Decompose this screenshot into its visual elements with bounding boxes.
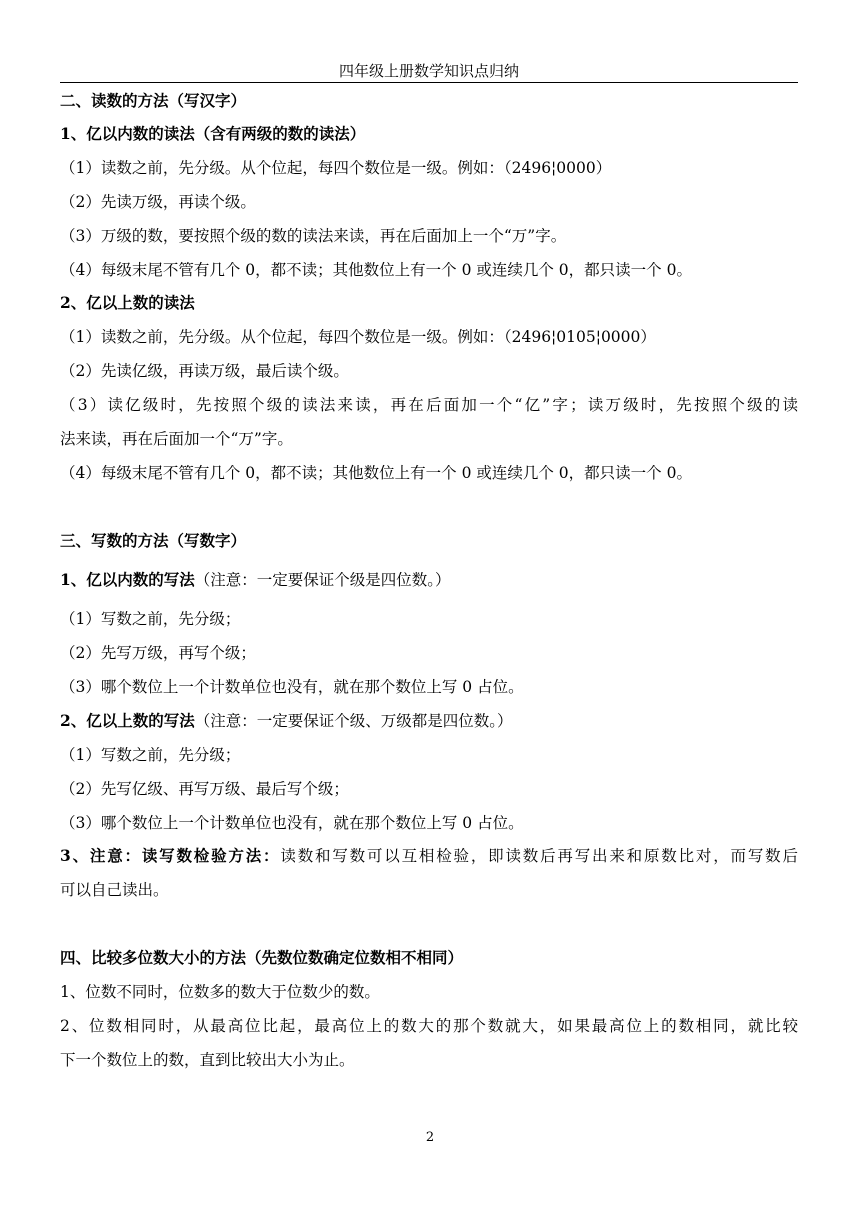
section-heading-comparing: 四、比较多位数大小的方法（先数位数确定位数相不相同） [60,948,464,967]
subheading-note: （注意：一定要保证个级是四位数。） [194,571,451,589]
page-header: 四年级上册数学知识点归纳 [338,62,519,80]
list-item-continuation: 下一个数位上的数，直到比较出大小为止。 [60,1051,355,1069]
header-rule [60,82,798,83]
check-method-paragraph [60,846,798,866]
check-method-label: 3、注意：读写数检验方法： [60,846,281,865]
list-item: （2）先写万级，再写个级； [60,644,256,662]
list-item: （1）写数之前，先分级； [60,610,241,628]
list-item: （2）先写亿级、再写万级、最后写个级； [60,780,349,798]
section-heading-writing: 三、写数的方法（写数字） [60,531,247,550]
list-item: （1）写数之前，先分级； [60,746,241,764]
subheading-label: 2、亿以上数的写法 [60,711,195,730]
list-item: （3）万级的数，要按照个级的数的读法来读，再在后面加上一个“万”字。 [60,227,567,245]
list-item: （2）先读万级，再读个级。 [60,193,256,211]
list-item: （3）读亿级时，先按照个级的读法来读，再在后面加一个“亿”字；读万级时，先按照个级的读 [60,396,798,414]
list-item: （1）读数之前，先分级。从个位起，每四个数位是一级。例如：（2496¦0000） [60,159,612,177]
subheading-note: （注意：一定要保证个级、万级都是四位数。） [194,712,513,730]
subheading-reading-within-yi: 1、亿以内数的读法（含有两级的数的读法） [60,124,366,143]
page-number: 2 [425,1130,435,1145]
subheading-writing-above-yi [60,711,513,731]
list-item: 1、位数不同时，位数多的数大于位数少的数。 [60,983,380,1001]
check-method-continuation: 可以自己读出。 [60,881,169,899]
subheading-reading-above-yi: 2、亿以上数的读法 [60,293,195,312]
subheading-writing-within-yi [60,570,451,590]
check-method-text: 读数和写数可以互相检验，即读数后再写出来和原数比对，而写数后 [280,847,798,865]
list-item: （3）哪个数位上一个计数单位也没有，就在那个数位上写 0 占位。 [60,678,524,696]
list-item-continuation: 法来读，再在后面加一个“万”字。 [60,430,293,448]
list-item: （4）每级末尾不管有几个 0，都不读；其他数位上有一个 0 或连续几个 0，都只读一个 0。 [60,261,692,279]
list-item: （2）先读亿级，再读万级，最后读个级。 [60,362,349,380]
list-item: 2、位数相同时，从最高位比起，最高位上的数大的那个数就大，如果最高位上的数相同，就比较 [60,1017,798,1035]
list-item: （3）哪个数位上一个计数单位也没有，就在那个数位上写 0 占位。 [60,814,524,832]
list-item: （1）读数之前，先分级。从个位起，每四个数位是一级。例如：（2496¦0105¦0000） [60,328,656,346]
subheading-label: 1、亿以内数的写法 [60,570,195,589]
section-heading-reading: 二、读数的方法（写汉字） [60,91,247,110]
list-item: （4）每级末尾不管有几个 0，都不读；其他数位上有一个 0 或连续几个 0，都只读一个 0。 [60,464,692,482]
